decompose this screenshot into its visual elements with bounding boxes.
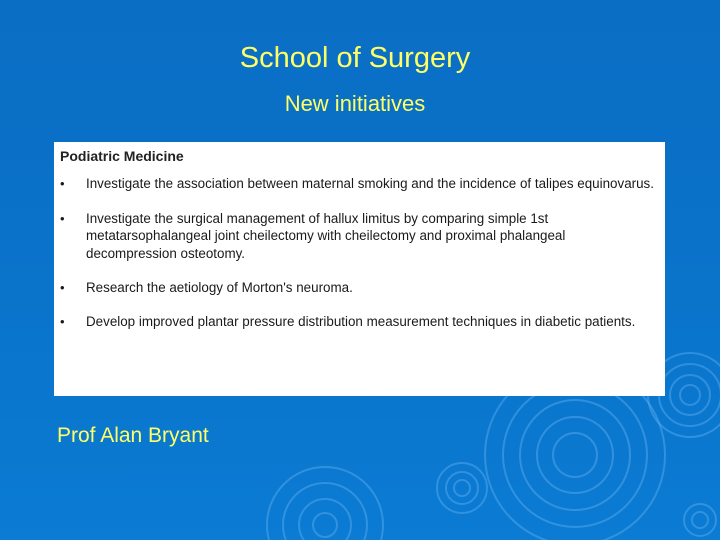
initiatives-list bbox=[60, 175, 657, 330]
list-item bbox=[60, 175, 657, 193]
bullet-icon: • bbox=[60, 280, 65, 295]
list-item-text: Investigate the association between maternal smoking and the incidence of talipes equinovarus. bbox=[86, 176, 654, 191]
content-panel bbox=[54, 142, 665, 396]
bullet-icon: • bbox=[60, 210, 65, 226]
author-name: Prof Alan Bryant bbox=[57, 424, 209, 447]
list-item bbox=[60, 210, 657, 263]
list-item bbox=[60, 313, 657, 331]
list-item-text: Investigate the surgical management of hallux limitus by comparing simple 1st metatarsophalangeal joint cheilectomy with cheilectomy and proximal phalangeal decompression osteotomy. bbox=[86, 210, 566, 261]
bullet-icon: • bbox=[60, 313, 65, 329]
slide-subtitle: New initiatives bbox=[284, 91, 426, 116]
list-item-text: Research the aetiology of Morton's neuroma. bbox=[86, 280, 353, 295]
list-item bbox=[60, 279, 657, 297]
list-item-text: Develop improved plantar pressure distribution measurement techniques in diabetic patients. bbox=[86, 313, 636, 329]
slide-title: School of Surgery bbox=[239, 42, 471, 74]
bullet-icon: • bbox=[60, 176, 65, 191]
section-heading: Podiatric Medicine bbox=[60, 148, 184, 164]
